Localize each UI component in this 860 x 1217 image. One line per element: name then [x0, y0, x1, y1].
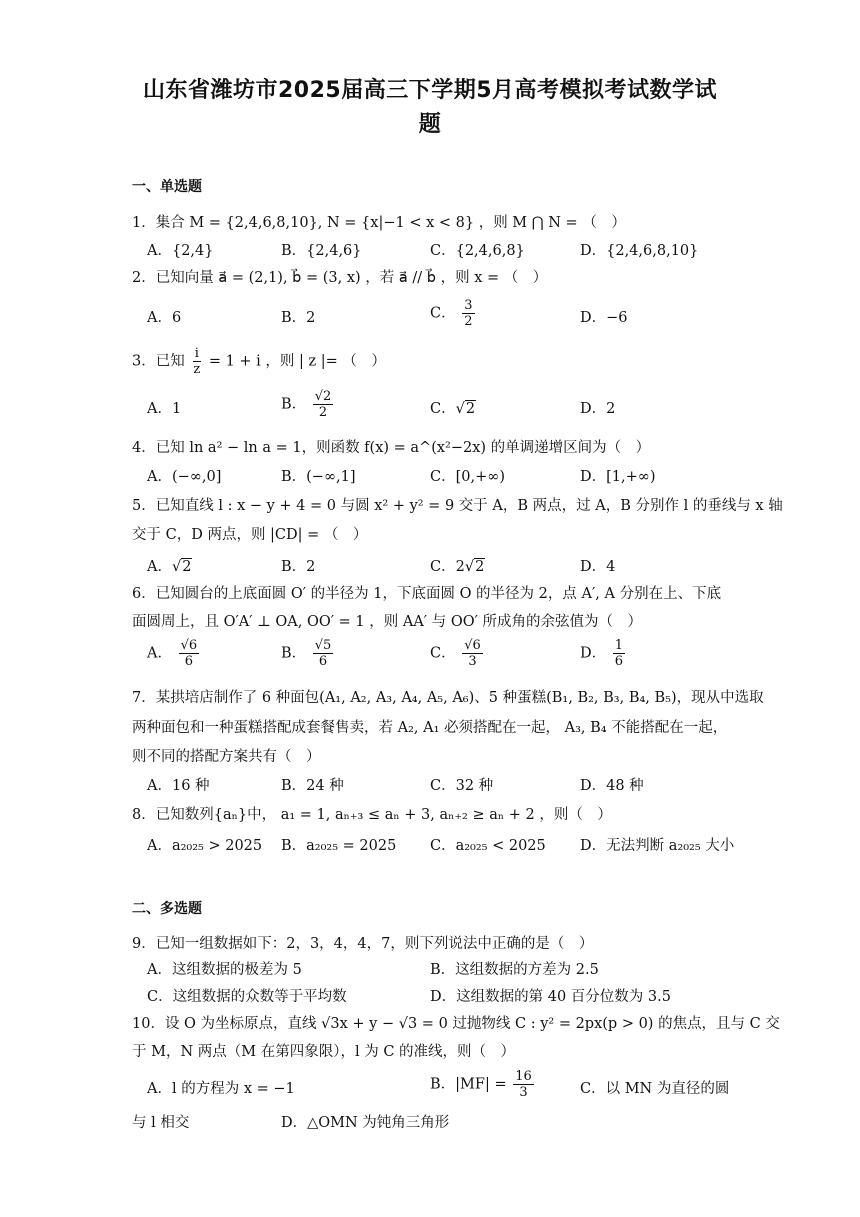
q3-option-a: A．1 [147, 401, 182, 417]
fraction-denominator: 6 [184, 654, 194, 669]
q6-option-c-label: C． [430, 645, 456, 662]
sqrt-radicand: 2 [465, 401, 476, 417]
q2-option-a: A．6 [147, 310, 182, 326]
fraction-numerator: 1 [614, 638, 624, 653]
q6-option-d-fraction [613, 638, 625, 669]
q8-option-c: C．a₂₀₂₅ < 2025 [430, 838, 546, 854]
q9-option-b: B．这组数据的方差为 2.5 [430, 962, 599, 978]
question-7-stem-line-2: 两种面包和一种蛋糕搭配成套餐售卖，若 A₂, A₁ 必须搭配在一起， A₃, B₄ 不能搭配在一起， [132, 720, 728, 736]
q1-option-b: B．{2,4,6} [281, 243, 362, 259]
question-6-stem-line-2: 面圆周上，且 O′A′ ⊥ OA, OO′ = 1 ，则 AA′ 与 OO′ 所成角的余弦值为（ ） [132, 614, 642, 630]
q7-option-d: D．48 种 [580, 778, 644, 794]
q8-option-d: D．无法判断 a₂₀₂₅ 大小 [580, 838, 735, 854]
q6-option-a [147, 638, 201, 669]
section-heading-multiple-choice: 二、多选题 [132, 901, 202, 917]
page-title [100, 74, 760, 142]
q10-option-d: D．△OMN 为钝角三角形 [281, 1115, 450, 1131]
q6-option-b-fraction [313, 638, 334, 669]
q10-option-b-fraction [513, 1069, 534, 1100]
q10-option-b-label: B．|MF| = [430, 1076, 512, 1093]
q9-option-a: A．这组数据的极差为 5 [147, 962, 302, 978]
fraction-denominator: 3 [519, 1085, 528, 1100]
fraction-numerator: 16 [515, 1069, 532, 1084]
q2-option-c-label: C． [430, 305, 456, 322]
fraction-numerator: √5 [314, 638, 332, 653]
q1-option-a: A．{2,4} [147, 243, 214, 259]
fraction-numerator: 3 [464, 298, 473, 313]
question-5-stem-line-1: 5．已知直线 l : x − y + 4 = 0 与圆 x² + y² = 9 交于 A，B 两点，过 A，B 分别作 l 的垂线与 x 轴 [132, 498, 783, 514]
q6-option-d-label: D． [580, 645, 607, 662]
fraction-denominator: 2 [318, 405, 328, 420]
q3-stem-suffix: = 1 + i ，则 | z |= （ ） [208, 353, 386, 370]
fraction-denominator: z [193, 362, 201, 377]
q10-option-c-continued: 与 l 相交 [132, 1115, 190, 1131]
question-3-stem [132, 346, 386, 377]
fraction-numerator: √6 [180, 638, 198, 653]
q3-option-b [281, 389, 335, 420]
q1-option-c: C．{2,4,6,8} [430, 243, 525, 259]
q10-option-a: A．l 的方程为 x = −1 [147, 1081, 295, 1097]
question-7-stem-line-3: 则不同的搭配方案共有（ ） [132, 749, 321, 765]
question-9-stem: 9．已知一组数据如下：2，3，4，4，7，则下列说法中正确的是（ ） [132, 936, 594, 952]
title-line-2: 题 [418, 112, 442, 137]
question-10-stem-line-2: 于 M，N 两点（M 在第四象限），l 为 C 的准线，则（ ） [132, 1044, 516, 1060]
q9-option-c: C．这组数据的众数等于平均数 [147, 989, 347, 1005]
q9-option-d: D．这组数据的第 40 百分位数为 3.5 [430, 989, 671, 1005]
q6-option-a-label: A． [147, 645, 172, 662]
q2-option-c-fraction [462, 298, 474, 329]
q4-option-d: D．[1,+∞) [580, 469, 656, 485]
sqrt-radicand: 2 [182, 559, 192, 575]
q5-option-b: B．2 [281, 559, 316, 575]
q5-option-c [430, 555, 485, 576]
q1-option-d: D．{2,4,6,8,10} [580, 243, 699, 259]
question-1-stem: 1．集合 M = {2,4,6,8,10}, N = {x|−1 < x < 8} ，则 M ⋂ N = （ ） [132, 215, 626, 231]
fraction-denominator: 2 [464, 314, 473, 329]
q7-option-a: A．16 种 [147, 778, 210, 794]
question-2-stem: 2．已知向量 a⃗ = (2,1), b⃗ = (3, x) ，若 a⃗ // b⃗ ，则 x = （ ） [132, 270, 548, 286]
q3-stem-fraction [191, 346, 202, 377]
q6-option-b [281, 638, 335, 669]
q3-stem-prefix: 3．已知 [132, 353, 185, 370]
title-line-1: 山东省潍坊市2025届高三下学期5月高考模拟考试数学试 [142, 78, 718, 103]
q10-option-b [430, 1069, 536, 1100]
sqrt-expression: √2 [171, 559, 192, 575]
question-8-stem: 8．已知数列{aₙ}中， a₁ = 1, aₙ₊₃ ≤ aₙ + 3, aₙ₊₂ ≥ aₙ + 2 ，则（ ） [132, 807, 612, 823]
question-6-stem-line-1: 6．已知圆台的上底面圆 O′ 的半径为 1，下底面圆 O 的半径为 2，点 A′, A 分别在上、下底 [132, 586, 722, 602]
coefficient: 2 [455, 559, 465, 575]
question-4-stem: 4．已知 ln a² − ln a = 1，则函数 f(x) = a^(x²−2x) 的单调递增区间为（ ） [132, 440, 651, 456]
q6-option-a-fraction [179, 638, 200, 669]
sqrt-expression: √2 [464, 559, 485, 575]
fraction-numerator: √2 [314, 389, 332, 404]
q3-option-b-label: B． [281, 396, 307, 413]
question-10-stem-line-1: 10．设 O 为坐标原点，直线 √3x + y − √3 = 0 过抛物线 C : y² = 2px(p > 0) 的焦点，且与 C 交 [132, 1016, 780, 1032]
q7-option-c: C．32 种 [430, 778, 494, 794]
q8-option-b: B．a₂₀₂₅ = 2025 [281, 838, 397, 854]
q4-option-a: A．(−∞,0] [147, 469, 222, 485]
fraction-numerator: i [194, 346, 199, 361]
q2-option-d: D．−6 [580, 310, 628, 326]
fraction-denominator: 6 [614, 654, 624, 669]
q3-option-c [430, 397, 476, 418]
q2-option-b: B．2 [281, 310, 316, 326]
q5-option-c-label: C． [430, 559, 456, 575]
q3-option-d: D．2 [580, 401, 616, 417]
q5-option-d: D．4 [580, 559, 616, 575]
q5-option-a [147, 555, 192, 576]
q4-option-c: C．[0,+∞) [430, 469, 505, 485]
q6-option-c [430, 638, 485, 669]
sqrt-expression: √2 [455, 401, 476, 417]
q6-option-b-label: B． [281, 645, 307, 662]
q2-option-c [430, 298, 477, 329]
q5-option-a-label: A． [147, 559, 172, 575]
q6-option-c-fraction [462, 638, 483, 669]
q8-option-a: A．a₂₀₂₅ > 2025 [147, 838, 263, 854]
q10-option-c: C．以 MN 为直径的圆 [580, 1081, 730, 1097]
fraction-numerator: √6 [464, 638, 481, 653]
question-5-stem-line-2: 交于 C，D 两点，则 |CD| = （ ） [132, 527, 368, 543]
sqrt-radicand: 2 [475, 559, 485, 575]
fraction-denominator: 6 [318, 654, 328, 669]
q3-option-b-fraction [313, 389, 334, 420]
q4-option-b: B．(−∞,1] [281, 469, 356, 485]
q7-option-b: B．24 种 [281, 778, 344, 794]
section-heading-single-choice: 一、单选题 [132, 179, 202, 195]
question-7-stem-line-1: 7．某拱培店制作了 6 种面包(A₁, A₂, A₃, A₄, A₅, A₆)、5 种蛋糕(B₁, B₂, B₃, B₄, B₅)，现从中选取 [132, 690, 764, 706]
q3-option-c-label: C． [430, 401, 456, 417]
fraction-denominator: 3 [468, 654, 477, 669]
q6-option-d [580, 638, 627, 669]
